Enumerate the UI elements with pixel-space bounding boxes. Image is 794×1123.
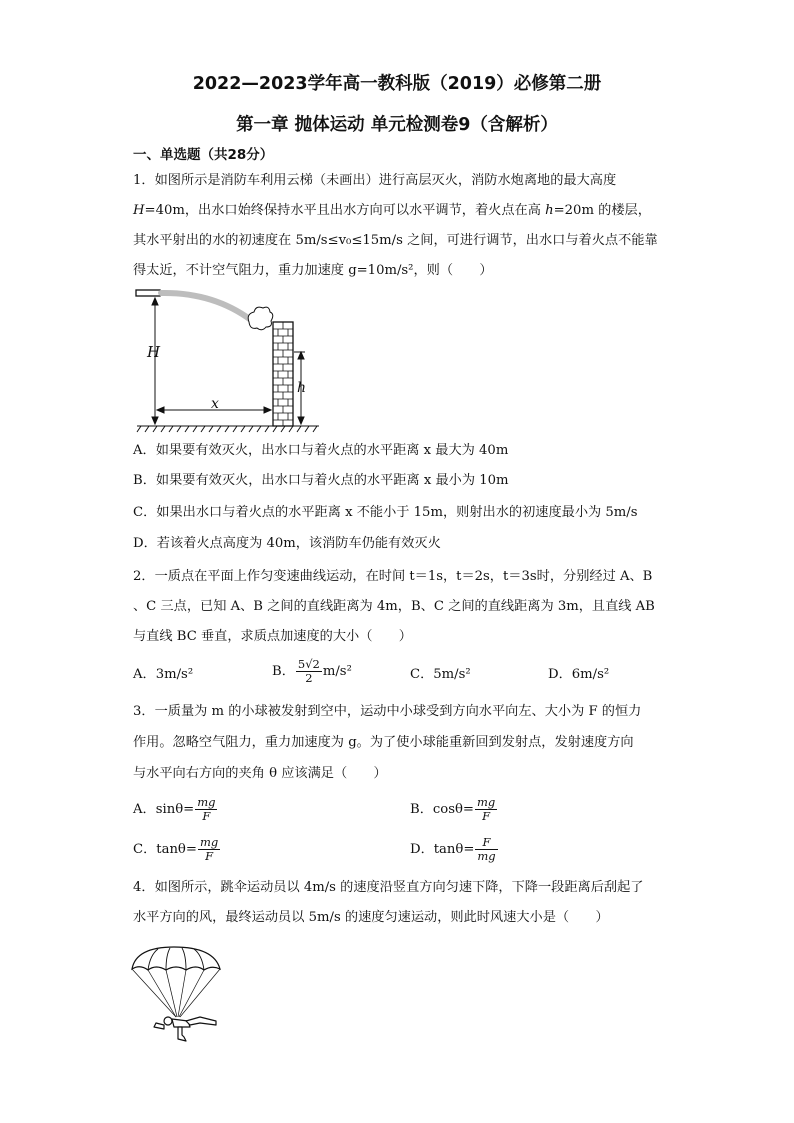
q1-text-2b: =40m，出水口始终保持水平且出水方向可以水平调节，着火点在高	[144, 203, 546, 218]
q2-option-a: A．3m/s²	[133, 667, 194, 682]
label-x: x	[211, 396, 219, 412]
skydiver-icon	[154, 1017, 216, 1041]
brick-building	[273, 322, 293, 426]
q1-var-h: h	[545, 203, 554, 218]
section-heading: 一、单选题（共28分）	[133, 147, 274, 163]
q3-option-a-denominator: F	[202, 809, 211, 823]
q2-option-b-label: B．	[272, 664, 295, 679]
q1-option-b: B．如果要有效灭火，出水口与着火点的水平距离 x 最小为 10m	[133, 473, 509, 488]
q2-option-c: C．5m/s²	[410, 667, 471, 682]
q2-option-b-numerator: 5√2	[297, 657, 320, 671]
q1-line-1: 1．如图所示是消防车利用云梯（未画出）进行高层灭火，消防水炮离地的最大高度	[133, 173, 617, 188]
q3-option-c-numerator: mg	[199, 835, 219, 849]
suspension-lines	[132, 969, 220, 1017]
q4-line-2: 水平方向的风，最终运动员以 5m/s 的速度匀速运动，则此时风速大小是（ ）	[133, 910, 609, 925]
q3-option-b-denominator: F	[482, 809, 491, 823]
q3-option-b-label: B．cosθ=	[410, 802, 474, 817]
q2-option-b-unit: m/s²	[322, 664, 352, 679]
q4-line-1: 4．如图所示，跳伞运动员以 4m/s 的速度沿竖直方向匀速下降，下降一段距离后刮起了	[133, 880, 644, 895]
q1-line-3: 其水平射出的水的初速度在 5m/s≤v₀≤15m/s 之间，可进行调节，出水口与着火点不能靠	[133, 233, 658, 248]
q2-option-b-denominator: 2	[305, 671, 313, 685]
smoke-icon	[248, 307, 273, 330]
q3-option-d	[410, 836, 499, 863]
q3-line-2: 作用。忽略空气阻力，重力加速度为 g。为了使小球能重新回到发射点，发射速度方向	[133, 735, 634, 750]
q3-option-a	[133, 796, 218, 823]
q3-option-b	[410, 796, 498, 823]
ground	[137, 426, 319, 432]
q1-line-2	[133, 202, 651, 220]
height-H-arrow	[152, 298, 158, 424]
nozzle	[136, 290, 160, 296]
water-stream	[161, 293, 251, 320]
q1-text-2d: =20m 的楼层，	[553, 203, 651, 218]
q4-parachutist-figure	[128, 945, 228, 1050]
q2-line-3: 与直线 BC 垂直，求质点加速度的大小（ ）	[133, 629, 412, 644]
q3-option-d-label: D．tanθ=	[410, 842, 475, 857]
q2-option-b	[272, 658, 352, 685]
q1-option-a: A．如果要有效灭火，出水口与着火点的水平距离 x 最大为 40m	[133, 443, 509, 458]
q3-option-d-numerator: F	[475, 836, 497, 850]
q1-line-4: 得太近，不计空气阻力，重力加速度 g=10m/s²，则（ ）	[133, 263, 493, 278]
q3-option-a-numerator: mg	[197, 795, 216, 809]
q3-line-1: 3．一质量为 m 的小球被发射到空中，运动中小球受到方向水平向左、大小为 F 的恒力	[133, 704, 642, 719]
q2-line-1: 2．一质点在平面上作匀变速曲线运动，在时间 t＝1s，t＝2s，t＝3s时，分别经过 A、B	[133, 569, 653, 584]
q3-option-a-label: A．sinθ=	[133, 802, 195, 817]
parachute-canopy-icon	[132, 947, 220, 970]
q2-line-2: 、C 三点，已知 A、B 之间的直线距离为 4m，B、C 之间的直线距离为 3m，且直线 AB	[133, 599, 655, 614]
q3-option-c	[133, 836, 221, 863]
q3-option-c-label: C．tanθ=	[133, 842, 197, 857]
q1-option-d: D．若该着火点高度为 40m，该消防车仍能有效灭火	[133, 536, 441, 551]
q3-line-3: 与水平向右方向的夹角 θ 应该满足（ ）	[133, 766, 387, 781]
title-line-2: 第一章 抛体运动 单元检测卷9（含解析）	[236, 115, 558, 135]
q1-option-c: C．如果出水口与着火点的水平距离 x 不能小于 15m，则射出水的初速度最小为 5m/s	[133, 505, 638, 520]
label-H: H	[147, 343, 161, 361]
title-line-1: 2022—2023学年高一教科版（2019）必修第二册	[192, 74, 602, 94]
q3-option-d-denominator: mg	[477, 849, 496, 863]
q2-option-d: D．6m/s²	[548, 667, 610, 682]
q3-option-b-numerator: mg	[476, 795, 496, 809]
q1-fire-truck-figure	[133, 286, 323, 436]
label-h: h	[297, 380, 307, 396]
q3-option-c-denominator: F	[205, 849, 214, 863]
q1-var-H: H	[133, 203, 145, 218]
